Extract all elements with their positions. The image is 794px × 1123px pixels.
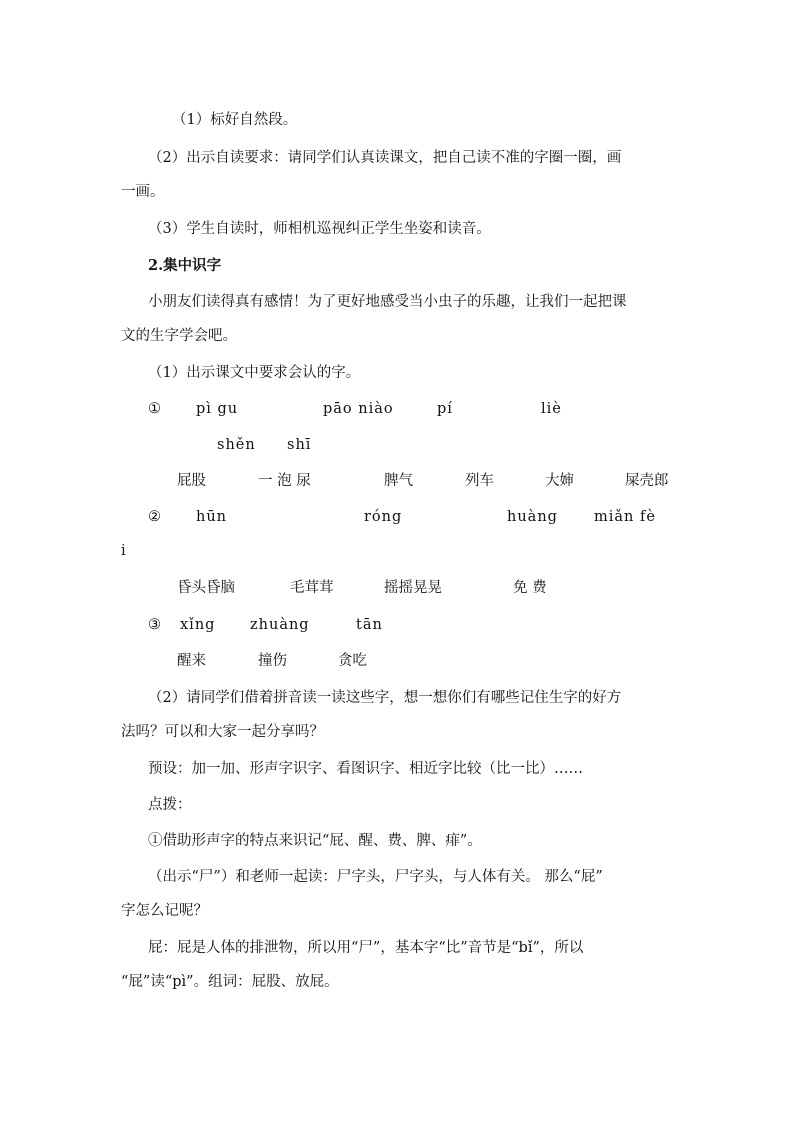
pi-explanation-cont: “屁”读“pì”。组词：屁股、放屁。 bbox=[121, 974, 339, 990]
vocab-word: 脾气 bbox=[384, 473, 413, 489]
pinyin: pí bbox=[437, 401, 453, 417]
vocab-word: 摇摇晃晃 bbox=[384, 580, 442, 596]
vocab-word: 免 费 bbox=[513, 580, 547, 596]
pinyin-wrap: i bbox=[121, 543, 127, 559]
vocab-word: 列车 bbox=[465, 473, 494, 489]
intro-paragraph: 小朋友们读得真有感情！为了更好地感受当小虫子的乐趣，让我们一起把课 bbox=[148, 294, 627, 310]
vocab-word: 毛茸茸 bbox=[290, 580, 334, 596]
vocab-word: 昏头昏脑 bbox=[177, 580, 235, 596]
pinyin: zhuàng bbox=[250, 617, 310, 633]
step-2-text-cont: 一画。 bbox=[121, 184, 165, 200]
question-text: （2）请同学们借着拼音读一读这些字，想一想你们有哪些记住生字的好方 bbox=[148, 690, 622, 706]
tip-label: 点拨： bbox=[148, 797, 192, 813]
show-radical-text-cont: 字怎么记呢？ bbox=[121, 903, 208, 919]
group-1-marker: ① bbox=[148, 401, 161, 417]
pinyin: shěn bbox=[217, 437, 256, 453]
vocab-word: 贪吃 bbox=[338, 653, 367, 669]
pinyin: tān bbox=[356, 617, 383, 633]
show-radical-text: （出示“尸”）和老师一起读：尸字头，尸字头，与人体有关。 那么“屁” bbox=[148, 869, 603, 885]
group-3-marker: ③ bbox=[148, 617, 161, 633]
tip-item-1: ①借助形声字的特点来识记“屁、醒、费、脾、痱”。 bbox=[148, 833, 482, 849]
step-3-text: （3）学生自读时，师相机巡视纠正学生坐姿和读音。 bbox=[148, 221, 491, 237]
pinyin: liè bbox=[541, 401, 562, 417]
vocab-word: 撞伤 bbox=[258, 653, 287, 669]
pinyin: shī bbox=[287, 437, 312, 453]
pinyin: pì gu bbox=[196, 401, 239, 417]
section-heading: 2.集中识字 bbox=[148, 257, 222, 274]
vocab-word: 屎壳郎 bbox=[625, 473, 669, 489]
pi-explanation: 屁：屁是人体的排泄物，所以用“尸”，基本字“比”音节是“bǐ”，所以 bbox=[148, 940, 584, 956]
vocab-word: 醒来 bbox=[177, 653, 206, 669]
step-2-text: （2）出示自读要求：请同学们认真读课文，把自己读不准的字圈一圈，画 bbox=[148, 150, 622, 166]
group-2-marker: ② bbox=[148, 509, 161, 525]
pinyin: pāo niào bbox=[323, 401, 394, 417]
pinyin: róng bbox=[364, 509, 403, 525]
question-text-cont: 法吗？可以和大家一起分享吗？ bbox=[121, 724, 324, 740]
pinyin: huàng bbox=[507, 509, 558, 525]
pinyin: xǐng bbox=[180, 617, 216, 633]
intro-paragraph-cont: 文的生字学会吧。 bbox=[121, 328, 237, 344]
pinyin: miǎn fè bbox=[594, 509, 656, 525]
vocab-word: 一 泡 尿 bbox=[258, 473, 311, 489]
vocab-word: 屁股 bbox=[177, 473, 206, 489]
vocab-word: 大婶 bbox=[545, 473, 574, 489]
show-characters-text: （1）出示课文中要求会认的字。 bbox=[148, 365, 361, 381]
preset-text: 预设：加一加、形声字识字、看图识字、相近字比较（比一比）…… bbox=[148, 761, 583, 777]
step-1-text: （1）标好自然段。 bbox=[172, 112, 298, 128]
pinyin: hūn bbox=[196, 509, 228, 525]
